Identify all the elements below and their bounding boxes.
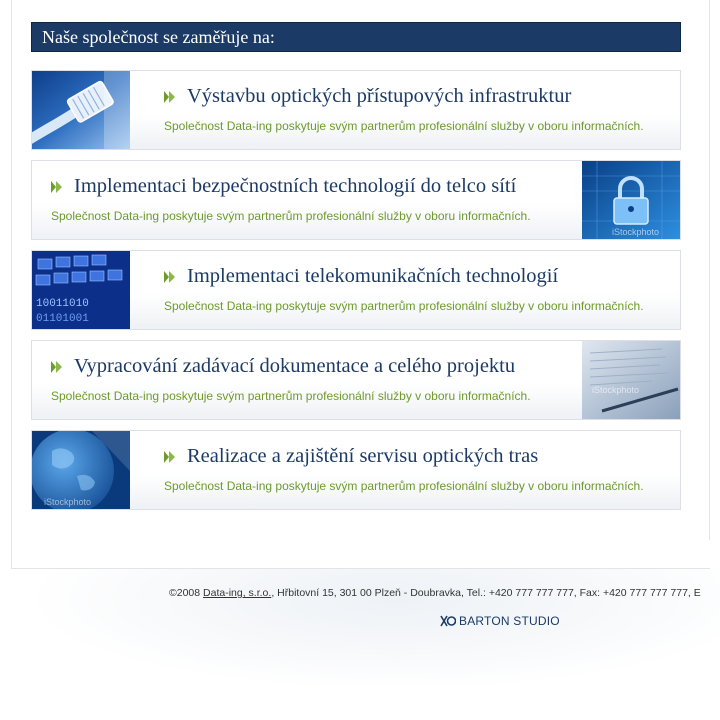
- network-cable-photo: [32, 71, 130, 149]
- service-title[interactable]: Realizace a zajištění servisu optických tras: [187, 445, 539, 467]
- arrow-right-icon: [51, 359, 65, 375]
- service-title[interactable]: Implementaci bezpečnostních technologií do telco sítí: [74, 175, 517, 197]
- padlock-photo: [582, 161, 680, 239]
- svg-text:iStockphoto: iStockphoto: [592, 385, 640, 395]
- service-description: Společnost Data-ing poskytuje svým partnerům profesionální služby v oboru informačních.: [51, 209, 531, 223]
- service-description: Společnost Data-ing poskytuje svým partnerům profesionální služby v oboru informačních.: [164, 479, 644, 493]
- section-header: Naše společnost se zaměřuje na:: [31, 22, 681, 52]
- service-title-row: [164, 85, 571, 108]
- arrow-right-icon: [51, 179, 65, 195]
- service-card[interactable]: [31, 430, 681, 510]
- documents-pen-photo: [582, 341, 680, 419]
- service-title-row: [164, 265, 558, 288]
- address-contact: , Hřbitovní 15, 301 00 Plzeň - Doubravka, Tel.: +420 777 777 777, Fax: +420 777 777 777, E: [271, 587, 701, 599]
- globe-photo: [32, 431, 130, 509]
- service-title-row: [51, 175, 516, 198]
- footer-copyright: [169, 587, 701, 599]
- panel-right-border: [709, 0, 710, 540]
- service-title[interactable]: Implementaci telekomunikačních technologií: [187, 265, 559, 287]
- service-card[interactable]: [31, 250, 681, 330]
- arrow-right-icon: [164, 269, 178, 285]
- service-card[interactable]: [31, 340, 681, 420]
- barton-studio-logo-icon: [440, 615, 456, 627]
- arrow-right-icon: [164, 89, 178, 105]
- svg-text:01101001: 01101001: [36, 313, 89, 325]
- service-title-row: [51, 355, 515, 378]
- service-description: Společnost Data-ing poskytuje svým partnerům profesionální služby v oboru informačních.: [164, 299, 644, 313]
- service-description: Společnost Data-ing poskytuje svým partnerům profesionální služby v oboru informačních.: [164, 119, 644, 133]
- barton-studio-credit[interactable]: [440, 614, 560, 628]
- service-title-row: [164, 445, 538, 468]
- company-link[interactable]: Data-ing, s.r.o.: [203, 587, 272, 599]
- service-description: Společnost Data-ing poskytuje svým partnerům profesionální služby v oboru informačních.: [51, 389, 531, 403]
- service-card[interactable]: [31, 160, 681, 240]
- svg-text:10011010: 10011010: [36, 298, 89, 310]
- binary-keypad-photo: [32, 251, 130, 329]
- svg-text:iStockphoto: iStockphoto: [44, 497, 92, 507]
- arrow-right-icon: [164, 449, 178, 465]
- service-card[interactable]: [31, 70, 681, 150]
- service-title[interactable]: Vypracování zadávací dokumentace a celého projektu: [74, 355, 516, 377]
- studio-name: BARTON STUDIO: [459, 614, 560, 628]
- copyright-year: ©2008: [169, 587, 201, 599]
- service-title[interactable]: Výstavbu optických přístupových infrastruktur: [187, 85, 572, 107]
- svg-text:iStockphoto: iStockphoto: [612, 227, 660, 237]
